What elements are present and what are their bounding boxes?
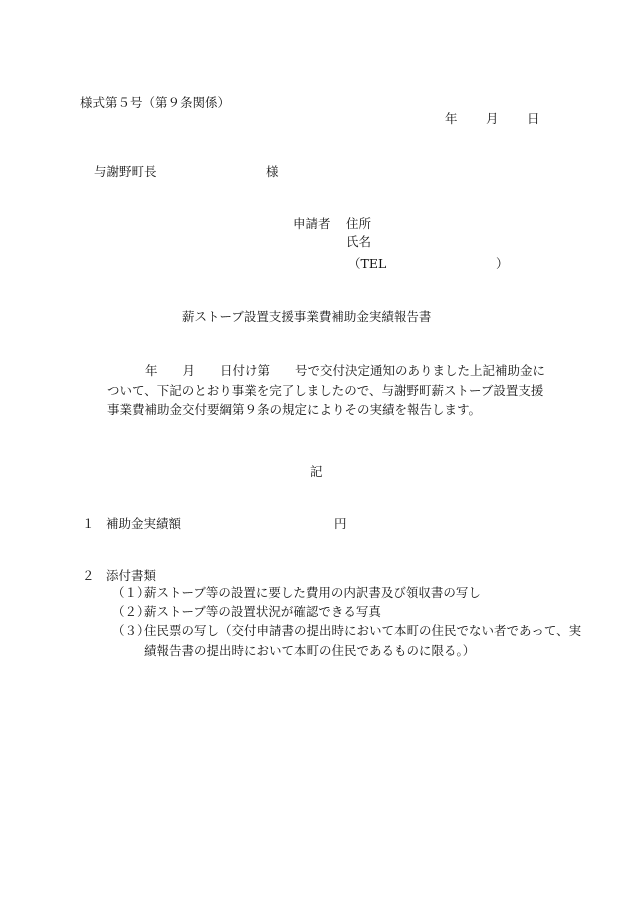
applicant-label: 申請者 <box>293 216 331 231</box>
applicant-tel-open: （TEL <box>348 256 387 271</box>
attachment-item <box>112 583 552 603</box>
addressee-name: 与謝野町長 <box>94 164 157 179</box>
body-paragraph: 年 月 日付け第 号で交付決定通知のありました上記補助金について、下記のとおり事業を完了しましたので、与謝野町薪ストーブ設置支援事業費補助金交付要綱第９条の規定によりその実績を報告します。 <box>107 363 546 417</box>
attachment-item-number: （２） <box>112 604 150 619</box>
applicant-tel-close: ） <box>496 256 509 271</box>
section-1-unit: 円 <box>334 516 347 531</box>
applicant-address-label: 住所 <box>346 216 372 231</box>
attachment-item <box>112 602 552 622</box>
attachment-item-text: 薪ストーブ等の設置に要した費用の内訳書及び領収書の写し <box>144 585 481 600</box>
attachment-item-number: （１） <box>112 585 150 600</box>
applicant-name-label: 氏名 <box>346 234 372 249</box>
date-day-label: 日 <box>527 111 540 126</box>
attachment-item-text: 薪ストーブ等の設置状況が確認できる写真 <box>144 604 381 619</box>
date-month-label: 月 <box>486 111 499 126</box>
attachment-item-number: （３） <box>112 623 150 638</box>
document-title: 薪ストーブ設置支援事業費補助金実績報告書 <box>182 309 432 324</box>
section-1-label: 補助金実績額 <box>106 516 182 531</box>
section-2-label: 添付書類 <box>106 568 157 583</box>
attachment-item-text: 住民票の写し（交付申請書の提出時において本町の住民でない者であって、実績報告書の提出時において本町の住民であるものに限る。） <box>144 623 582 658</box>
addressee-honorific: 様 <box>266 164 279 179</box>
ki-heading: 記 <box>310 464 323 479</box>
form-number: 様式第５号（第９条関係） <box>80 95 231 110</box>
attachment-item <box>112 621 584 660</box>
section-1-number: １ <box>82 516 95 531</box>
section-2-number: ２ <box>82 568 95 583</box>
date-year-label: 年 <box>445 111 458 126</box>
